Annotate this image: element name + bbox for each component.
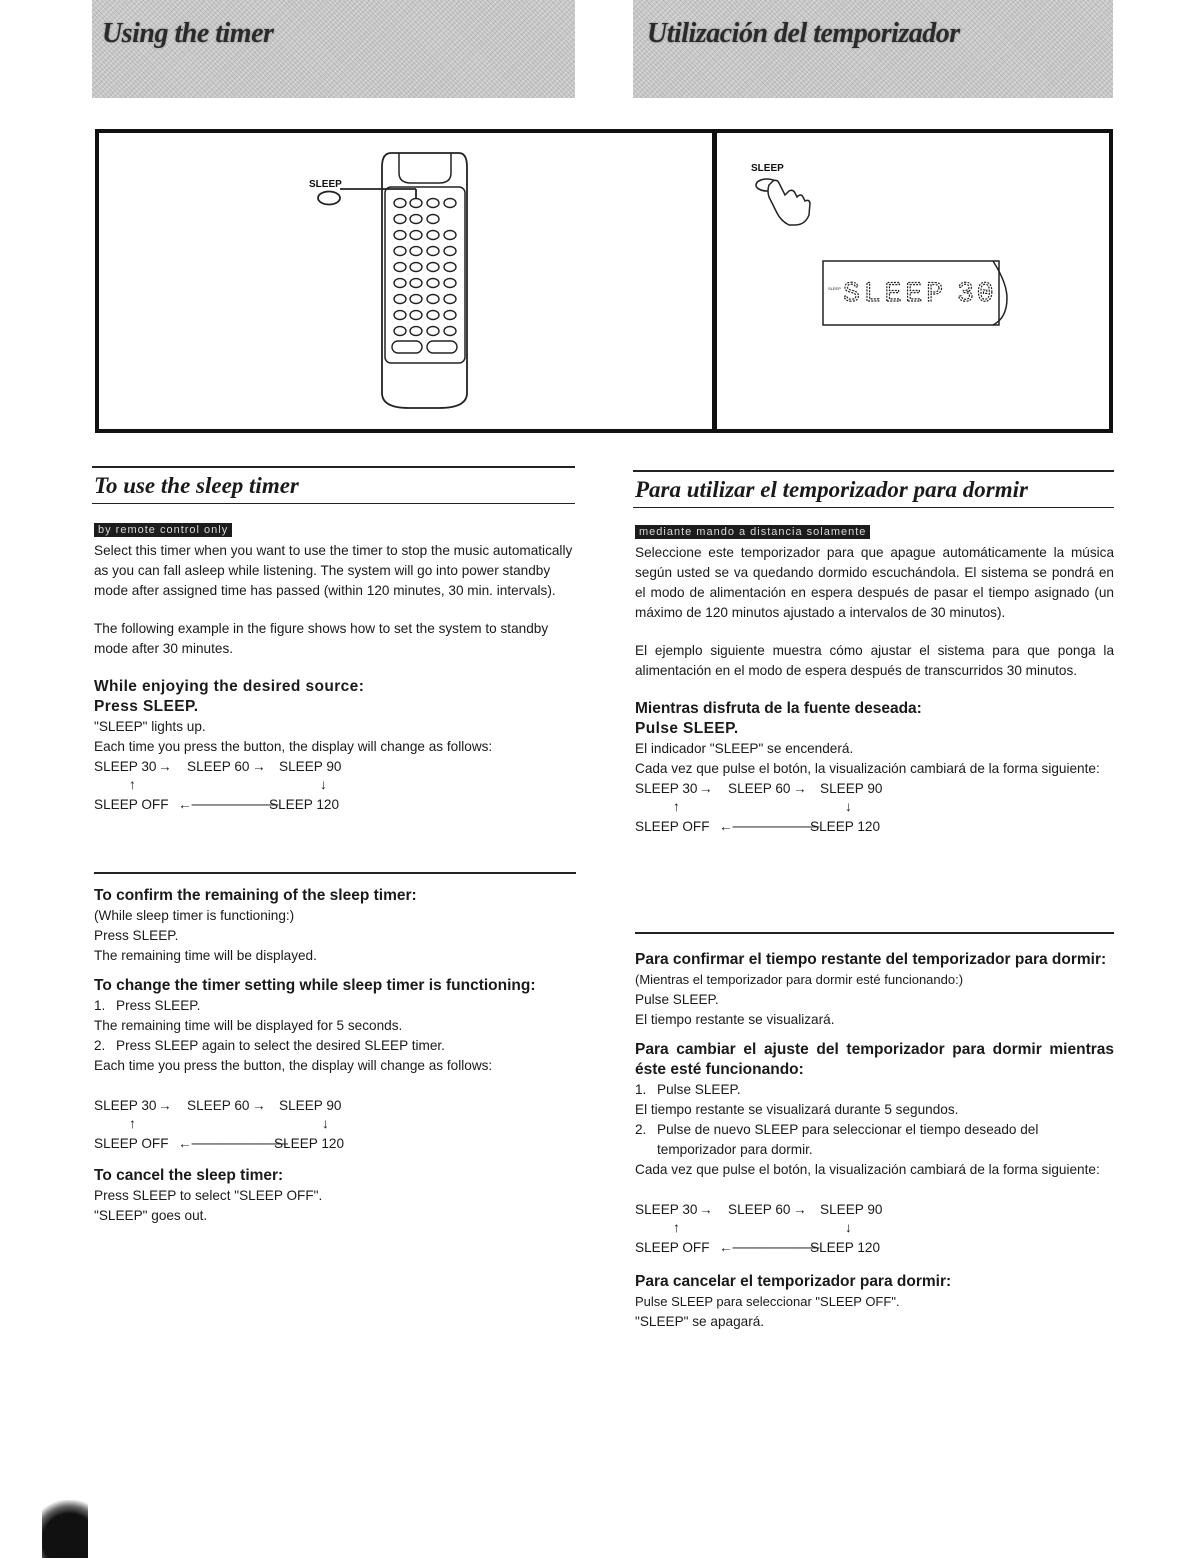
confirm-l3-en: The remaining time will be displayed.: [94, 948, 317, 963]
flow-arrow-right: →: [793, 781, 807, 796]
confirm-l1-es: (Mientras el temporizador para dormir esté funcionando:): [635, 972, 964, 987]
change-2-en: 2. Press SLEEP again to select the desired SLEEP timer.: [94, 1038, 445, 1053]
figure-display-panel: [713, 129, 1113, 433]
step-heading-en: While enjoying the desired source:: [94, 678, 365, 695]
change-1b-es: El tiempo restante se visualizará durante 5 segundos.: [635, 1102, 959, 1117]
confirm-heading-es: Para confirmar el tiempo restante del temporizador para dormir:: [635, 951, 1107, 968]
header-banner-en: [92, 0, 575, 98]
intro-en: Select this timer when you want to use the timer to stop the music automatically as you can fall asleep while listening. The system will go into power standby mode after assigned time has passed (within 120 minutes, 30 min. intervals).: [94, 543, 573, 598]
change-2b-es: Cada vez que pulse el botón, la visualización cambiará de la forma siguiente:: [635, 1162, 1100, 1177]
intro-es: Seleccione este temporizador para que apague automáticamente la música según usted se va quedando dormido escuchándola. El sistema se pondrá en el modo de alimentación en espera después de pasar el tiempo asignado (un máximo de 120 minutos ajustado a intervalos de 30 minutos).: [635, 545, 1114, 620]
flow-arrow-right: →: [699, 781, 713, 796]
flow-arrow-left: ←──────────: [178, 1136, 288, 1151]
sleep-cycle-diagram-en: [94, 757, 576, 817]
step-line1-es: El indicador "SLEEP" se encenderá.: [635, 741, 854, 756]
cancel-l2-es: "SLEEP" se apagará.: [635, 1314, 765, 1329]
display-text: SLEEP: [843, 279, 948, 310]
unit-sleep-label: SLEEP: [751, 163, 784, 174]
flow-s90: SLEEP 90: [820, 1202, 883, 1217]
flow-s60: SLEEP 60: [187, 1098, 250, 1113]
flow-s60: SLEEP 60: [728, 1202, 791, 1217]
flow-s30: SLEEP 30: [94, 759, 157, 774]
flow-arrow-up: ↑: [673, 1220, 680, 1235]
header-banner-es: [633, 0, 1113, 98]
sleep-cycle-diagram-es-2: [635, 1200, 1114, 1260]
flow-s120: SLEEP 120: [810, 1240, 881, 1255]
flow-off: SLEEP OFF: [94, 1136, 169, 1151]
page-title-es: Utilización del temporizador: [647, 18, 960, 49]
display-value: 30: [957, 279, 997, 310]
remote-only-badge-es: mediante mando a distancia solamente: [635, 525, 870, 539]
flow-s120: SLEEP 120: [274, 1136, 345, 1151]
step-line2-es: Cada vez que pulse el botón, la visualización cambiará de la forma siguiente:: [635, 761, 1100, 776]
step-line1-en: "SLEEP" lights up.: [94, 719, 206, 734]
flow-arrow-left: ←─────────: [719, 819, 820, 834]
step-heading-es: Mientras disfruta de la fuente deseada:: [635, 700, 922, 717]
flow-s90: SLEEP 90: [279, 1098, 342, 1113]
step-action-en: Press SLEEP.: [94, 698, 199, 715]
section-title-en: [92, 466, 575, 504]
change-2-en-text: Press SLEEP again to select the desired SLEEP timer.: [116, 1038, 445, 1053]
divider-es: [635, 932, 1114, 934]
flow-s120: SLEEP 120: [269, 797, 340, 812]
section-title-es: [633, 470, 1114, 508]
flow-arrow-down: ↓: [320, 777, 327, 792]
flow-s30: SLEEP 30: [94, 1098, 157, 1113]
section-title-es-text: Para utilizar el temporizador para dormir: [635, 477, 1028, 502]
example-es: El ejemplo siguiente muestra cómo ajustar el sistema para que ponga la alimentación en el modo de espera después de transcurridos 30 minutos.: [635, 643, 1114, 678]
example-en: The following example in the figure shows how to set the system to standby mode after 30 minutes.: [94, 621, 549, 656]
remote-only-badge-en: by remote control only: [94, 523, 232, 537]
change-2-es: 2. Pulse de nuevo SLEEP para seleccionar el tiempo deseado del temporizador para dormir.: [635, 1120, 1114, 1160]
step-line2-en: Each time you press the button, the display will change as follows:: [94, 739, 493, 754]
section-title-en-text: To use the sleep timer: [94, 473, 299, 498]
flow-arrow-up: ↑: [129, 1116, 136, 1131]
english-column-lower: [94, 886, 576, 1226]
change-heading-en: To change the timer setting while sleep timer is functioning:: [94, 977, 536, 994]
cancel-heading-en: To cancel the sleep timer:: [94, 1167, 284, 1184]
english-column: [94, 519, 576, 817]
spanish-column: [635, 521, 1114, 839]
confirm-l1-en: (While sleep timer is functioning:): [94, 908, 295, 923]
cancel-heading-es: Para cancelar el temporizador para dormir:: [635, 1273, 952, 1290]
figure-remote-panel: [95, 129, 716, 433]
display-illustration: [717, 133, 1109, 429]
flow-arrow-left: ←─────────: [719, 1240, 820, 1255]
confirm-l2-es: Pulse SLEEP.: [635, 992, 719, 1007]
cancel-l1-es: Pulse SLEEP para seleccionar "SLEEP OFF".: [635, 1294, 900, 1309]
flow-off: SLEEP OFF: [635, 819, 710, 834]
change-1-en: 1. Press SLEEP.: [94, 998, 201, 1013]
change-heading-es: Para cambiar el ajuste del temporizador para dormir mientras éste esté funcionando:: [635, 1041, 1114, 1078]
flow-arrow-right: →: [699, 1202, 713, 1217]
change-1b-en: The remaining time will be displayed for 5 seconds.: [94, 1018, 403, 1033]
flow-arrow-down: ↓: [322, 1116, 329, 1131]
cancel-l2-en: "SLEEP" goes out.: [94, 1208, 208, 1223]
change-1-es-text: Pulse SLEEP.: [657, 1082, 741, 1097]
change-2b-en: Each time you press the button, the display will change as follows:: [94, 1058, 493, 1073]
sleep-cycle-diagram-en-2: [94, 1096, 576, 1156]
remote-control-illustration: [99, 133, 712, 429]
flow-off: SLEEP OFF: [94, 797, 169, 812]
change-2-es-text: Pulse de nuevo SLEEP para seleccionar el tiempo deseado del temporizador para dormir.: [657, 1122, 1039, 1157]
flow-arrow-right: →: [252, 1098, 266, 1113]
flow-arrow-up: ↑: [673, 799, 680, 814]
confirm-l3-es: El tiempo restante se visualizará.: [635, 1012, 835, 1027]
remote-sleep-label: SLEEP: [309, 179, 342, 190]
flow-s60: SLEEP 60: [187, 759, 250, 774]
flow-off: SLEEP OFF: [635, 1240, 710, 1255]
flow-arrow-down: ↓: [845, 799, 852, 814]
confirm-l2-en: Press SLEEP.: [94, 928, 179, 943]
display-indicator: SLEEP: [828, 286, 841, 291]
flow-s60: SLEEP 60: [728, 781, 791, 796]
change-1-en-text: Press SLEEP.: [116, 998, 201, 1013]
flow-arrow-right: →: [252, 759, 266, 774]
flow-arrow-right: →: [158, 1098, 172, 1113]
confirm-heading-en: To confirm the remaining of the sleep timer:: [94, 887, 417, 904]
change-1-es: 1. Pulse SLEEP.: [635, 1082, 741, 1097]
step-action-es: Pulse SLEEP.: [635, 720, 739, 737]
flow-s90: SLEEP 90: [279, 759, 342, 774]
divider-en: [94, 872, 576, 874]
flow-arrow-up: ↑: [129, 777, 136, 792]
flow-s30: SLEEP 30: [635, 781, 698, 796]
page-corner-mark: [42, 1500, 88, 1558]
flow-arrow-down: ↓: [845, 1220, 852, 1235]
page-title-en: Using the timer: [102, 18, 274, 49]
flow-s120: SLEEP 120: [810, 819, 881, 834]
sleep-cycle-diagram-es: [635, 779, 1114, 839]
flow-arrow-right: →: [793, 1202, 807, 1217]
flow-arrow-left: ←─────────: [178, 797, 279, 812]
flow-s90: SLEEP 90: [820, 781, 883, 796]
flow-s30: SLEEP 30: [635, 1202, 698, 1217]
cancel-l1-en: Press SLEEP to select "SLEEP OFF".: [94, 1188, 323, 1203]
flow-arrow-right: →: [158, 759, 172, 774]
spanish-column-lower: [635, 950, 1114, 1332]
